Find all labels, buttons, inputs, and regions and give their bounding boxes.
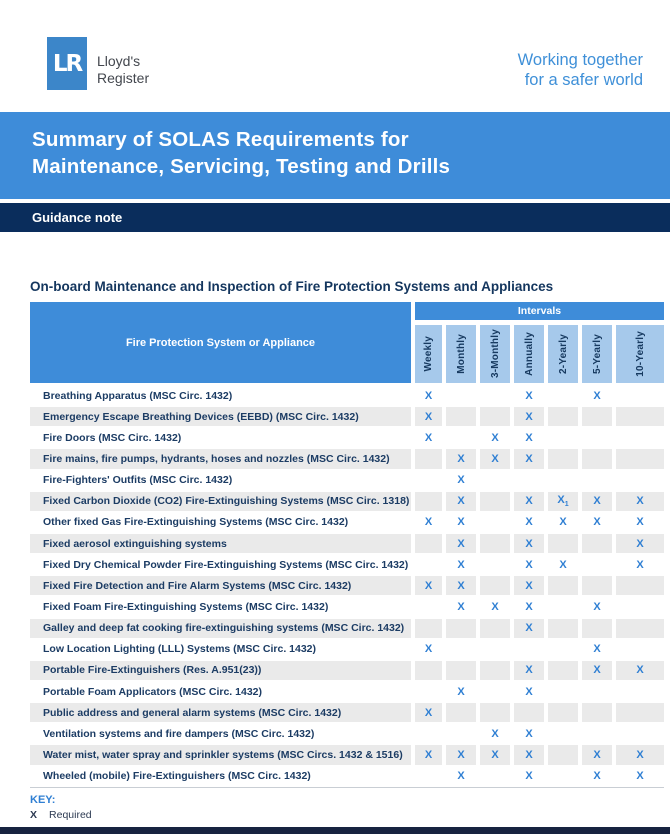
interval-mark-cell — [514, 661, 544, 680]
interval-mark-cell — [446, 597, 476, 616]
interval-mark-cell — [415, 576, 442, 595]
interval-cell — [582, 682, 612, 701]
interval-mark-cell — [446, 682, 476, 701]
interval-cell — [548, 703, 578, 722]
table-row — [30, 512, 664, 533]
column-header-10-yearly — [616, 325, 664, 383]
interval-mark-cell — [415, 513, 442, 532]
row-header-cell: Fire Protection System or Appliance — [30, 302, 411, 383]
interval-mark-cell — [446, 576, 476, 595]
brand-tagline — [518, 50, 643, 90]
required-mark: X — [457, 748, 465, 761]
interval-cell — [548, 471, 578, 490]
interval-mark-cell — [514, 428, 544, 447]
section-title: On-board Maintenance and Inspection of Fire Protection Systems and Appliances — [30, 279, 554, 294]
interval-mark-cell — [446, 745, 476, 764]
interval-cell — [616, 619, 664, 638]
row-label: Fixed Foam Fire-Extinguishing Systems (MSC Circ. 1432) — [43, 600, 329, 613]
interval-cells — [415, 724, 664, 743]
key-description: Required — [49, 809, 92, 821]
interval-mark-cell — [415, 407, 442, 426]
interval-mark-cell — [582, 513, 612, 532]
interval-cell — [616, 407, 664, 426]
table-row — [30, 385, 664, 406]
required-mark: X — [457, 474, 465, 487]
interval-cell — [616, 449, 664, 468]
required-mark: X — [457, 579, 465, 592]
interval-cells — [415, 534, 664, 553]
required-mark: X — [525, 410, 533, 423]
interval-cell — [446, 724, 476, 743]
column-header-label: Weekly — [423, 336, 434, 372]
interval-mark-cell — [480, 428, 510, 447]
row-label: Portable Foam Applicators (MSC Circ. 1432) — [43, 685, 262, 698]
interval-cell — [616, 386, 664, 405]
interval-cell — [548, 661, 578, 680]
interval-cells — [415, 407, 664, 426]
row-label: Breathing Apparatus (MSC Circ. 1432) — [43, 389, 233, 402]
row-label: Other fixed Gas Fire-Extinguishing Systems (MSC Circ. 1432) — [43, 516, 349, 529]
required-mark: X — [636, 537, 644, 550]
row-label: Fixed Fire Detection and Fire Alarm Systems (MSC Circ. 1432) — [30, 576, 411, 595]
required-mark: X — [636, 516, 644, 529]
interval-cell — [446, 703, 476, 722]
column-header-label: 10-Yearly — [634, 331, 646, 377]
required-mark: X — [593, 664, 601, 677]
interval-cell — [480, 767, 510, 786]
required-mark: X — [593, 516, 601, 529]
required-mark: X — [593, 495, 601, 508]
interval-mark-cell — [514, 576, 544, 595]
interval-mark-cell — [514, 386, 544, 405]
required-mark: X — [525, 452, 533, 465]
interval-mark-cell — [582, 386, 612, 405]
interval-cell — [582, 724, 612, 743]
required-mark: X — [525, 748, 533, 761]
interval-cell — [480, 534, 510, 553]
required-mark: X — [636, 495, 644, 508]
interval-mark-cell — [480, 724, 510, 743]
title-banner — [0, 112, 670, 199]
interval-cell — [480, 619, 510, 638]
interval-mark-cell — [514, 492, 544, 511]
interval-mark-cell — [616, 492, 664, 511]
interval-cell — [616, 576, 664, 595]
table-row — [30, 681, 664, 702]
interval-cells — [415, 576, 664, 595]
interval-mark-cell — [514, 597, 544, 616]
interval-mark-cell — [446, 471, 476, 490]
brand-name-line1: Lloyd's — [97, 53, 141, 69]
interval-cell — [415, 534, 442, 553]
guidance-note-bar — [0, 203, 670, 232]
required-mark: X — [593, 748, 601, 761]
interval-cell — [548, 386, 578, 405]
required-mark: X — [457, 537, 465, 550]
column-header-label: 2-Yearly — [557, 334, 569, 374]
required-mark: X — [525, 664, 533, 677]
required-mark: X — [525, 770, 533, 783]
interval-cell — [548, 449, 578, 468]
intervals-header-group — [415, 302, 664, 383]
required-mark: X — [525, 431, 533, 444]
interval-mark-cell — [415, 428, 442, 447]
required-mark: X — [636, 748, 644, 761]
interval-cell — [582, 576, 612, 595]
required-mark: $X_1$ — [557, 494, 569, 509]
column-header-weekly — [415, 325, 442, 383]
interval-mark-cell — [415, 386, 442, 405]
row-label: Fire Doors (MSC Circ. 1432) — [43, 431, 182, 444]
interval-cell — [548, 640, 578, 659]
interval-cell — [548, 576, 578, 595]
interval-mark-cell — [514, 767, 544, 786]
interval-mark-cell — [514, 555, 544, 574]
document-title-line2: Maintenance, Servicing, Testing and Drills — [32, 155, 451, 178]
required-mark: X — [559, 516, 567, 529]
table-row — [30, 660, 664, 681]
interval-mark-cell — [616, 767, 664, 786]
required-mark: X — [593, 770, 601, 783]
document-title-line1: Summary of SOLAS Requirements for — [32, 128, 409, 151]
interval-mark-cell — [616, 745, 664, 764]
required-mark: X — [593, 600, 601, 613]
interval-cell — [415, 597, 442, 616]
table-row — [30, 723, 664, 744]
interval-mark-cell — [446, 767, 476, 786]
column-header-5-yearly — [582, 325, 612, 383]
interval-cell — [616, 428, 664, 447]
required-mark: X — [424, 579, 433, 592]
required-mark: X — [559, 558, 567, 571]
interval-cell — [616, 724, 664, 743]
required-mark: X — [525, 622, 533, 635]
required-mark: X — [424, 516, 433, 529]
interval-mark-cell — [446, 534, 476, 553]
guidance-note-label: Guidance note — [32, 210, 123, 225]
interval-mark-cell — [582, 661, 612, 680]
column-header-3-monthly — [480, 325, 510, 383]
interval-cells — [415, 513, 664, 532]
footer-bar — [0, 827, 670, 834]
table-row — [30, 702, 664, 723]
interval-mark-cell — [514, 619, 544, 638]
required-mark: X — [525, 579, 533, 592]
interval-cell — [480, 492, 510, 511]
table-row — [30, 766, 664, 787]
tagline-line2: for a safer world — [524, 71, 643, 89]
interval-cell — [514, 703, 544, 722]
table-row — [30, 470, 664, 491]
required-mark: X — [525, 558, 533, 571]
row-label: Wheeled (mobile) Fire-Extinguishers (MSC Circ. 1432) — [43, 770, 311, 783]
required-mark: X — [424, 706, 433, 719]
interval-cell — [415, 619, 442, 638]
interval-mark-cell — [616, 513, 664, 532]
interval-cell — [548, 597, 578, 616]
interval-cell — [548, 767, 578, 786]
interval-cell — [415, 661, 442, 680]
row-label: Water mist, water spray and sprinkler systems (MSC Circs. 1432 & 1516) — [30, 745, 411, 764]
brand-name-line2: Register — [97, 70, 150, 86]
interval-mark-cell — [548, 513, 578, 532]
interval-mark-cell — [415, 703, 442, 722]
interval-cell — [480, 513, 510, 532]
interval-cells — [415, 597, 664, 616]
table-row — [30, 575, 664, 596]
interval-cell — [480, 682, 510, 701]
interval-mark-cell — [446, 492, 476, 511]
interval-cell — [582, 471, 612, 490]
column-header-label: Annually — [523, 332, 535, 376]
interval-cell — [415, 682, 442, 701]
interval-mark-cell — [616, 661, 664, 680]
key-section — [30, 794, 92, 821]
interval-mark-cell — [446, 449, 476, 468]
table-body — [30, 385, 664, 788]
interval-mark-cell — [415, 640, 442, 659]
required-mark: X — [525, 495, 533, 508]
interval-cell — [446, 640, 476, 659]
interval-cell — [415, 471, 442, 490]
interval-cell — [616, 640, 664, 659]
interval-mark-cell — [582, 640, 612, 659]
interval-cell — [446, 619, 476, 638]
interval-cell — [616, 471, 664, 490]
interval-cell — [480, 661, 510, 680]
interval-mark-cell — [582, 597, 612, 616]
interval-cell — [446, 428, 476, 447]
interval-mark-cell — [480, 597, 510, 616]
row-label: Fire mains, fire pumps, hydrants, hoses and nozzles (MSC Circ. 1432) — [30, 449, 411, 468]
column-header-label: Monthly — [455, 334, 467, 374]
interval-cell — [514, 471, 544, 490]
brand-name — [97, 53, 149, 87]
required-mark: X — [525, 389, 533, 402]
interval-cell — [415, 724, 442, 743]
maintenance-table — [30, 302, 664, 788]
interval-mark-cell — [480, 449, 510, 468]
interval-cell — [415, 449, 442, 468]
table-row — [30, 491, 664, 512]
interval-mark-cell — [514, 682, 544, 701]
required-mark: X — [457, 495, 465, 508]
interval-cell — [548, 619, 578, 638]
required-mark: X — [457, 516, 465, 529]
table-row — [30, 744, 664, 765]
interval-cell — [616, 703, 664, 722]
interval-cell — [415, 492, 442, 511]
interval-mark-cell — [616, 534, 664, 553]
interval-mark-cell — [514, 407, 544, 426]
column-header-label: 3-Monthly — [489, 329, 501, 379]
lr-monogram-icon: LR — [52, 50, 82, 77]
interval-cells — [415, 492, 664, 511]
interval-cell — [548, 724, 578, 743]
interval-mark-cell — [446, 513, 476, 532]
interval-cells — [415, 555, 664, 574]
interval-cell — [548, 534, 578, 553]
required-mark: X — [424, 748, 433, 761]
interval-mark-cell — [582, 745, 612, 764]
interval-cell — [480, 576, 510, 595]
interval-mark-cell — [514, 449, 544, 468]
interval-cell — [582, 703, 612, 722]
table-header — [30, 302, 664, 383]
required-mark: X — [424, 410, 433, 423]
interval-cell — [616, 682, 664, 701]
required-mark: X — [636, 664, 644, 677]
column-header-annually — [514, 325, 544, 383]
table-row — [30, 427, 664, 448]
interval-cells — [415, 449, 664, 468]
table-row — [30, 618, 664, 639]
required-mark: X — [525, 727, 533, 740]
interval-cell — [480, 703, 510, 722]
interval-mark-cell — [582, 767, 612, 786]
table-row — [30, 554, 664, 575]
required-mark: X — [636, 770, 644, 783]
key-row — [30, 809, 92, 821]
interval-cells — [415, 640, 664, 659]
interval-cell — [480, 386, 510, 405]
row-label: Fixed Carbon Dioxide (CO2) Fire-Extinguishing Systems (MSC Circ. 1318) — [30, 492, 411, 511]
interval-cell — [446, 386, 476, 405]
required-mark: X — [491, 748, 499, 761]
table-row — [30, 406, 664, 427]
required-mark: X — [525, 600, 533, 613]
interval-cell — [582, 407, 612, 426]
required-mark: X — [593, 389, 601, 402]
interval-cells — [415, 703, 664, 722]
interval-cell — [582, 534, 612, 553]
interval-cells — [415, 386, 664, 405]
interval-cell — [480, 407, 510, 426]
interval-cell — [415, 555, 442, 574]
required-mark: X — [457, 452, 465, 465]
interval-cells — [415, 471, 664, 490]
required-mark: X — [525, 685, 533, 698]
interval-mark-cell — [514, 534, 544, 553]
interval-cells — [415, 619, 664, 638]
required-mark: X — [636, 558, 644, 571]
column-header-label: 5-Yearly — [591, 334, 603, 374]
interval-mark-cell — [514, 724, 544, 743]
required-mark: X — [457, 558, 465, 571]
tagline-line1: Working together — [517, 51, 643, 69]
row-label: Emergency Escape Breathing Devices (EEBD) (MSC Circ. 1432) — [30, 407, 411, 426]
required-mark: X — [491, 452, 499, 465]
interval-mark-cell — [616, 555, 664, 574]
interval-cell — [548, 407, 578, 426]
interval-mark-cell — [548, 555, 578, 574]
required-mark: X — [491, 600, 499, 613]
required-mark: X — [424, 431, 433, 444]
row-label: Galley and deep fat cooking fire-extinguishing systems (MSC Circ. 1432) — [30, 619, 411, 638]
row-label: Portable Fire-Extinguishers (Res. A.951(23)) — [30, 661, 411, 680]
interval-cell — [480, 555, 510, 574]
required-mark: X — [593, 643, 601, 656]
interval-column-headers — [415, 325, 664, 383]
interval-cell — [582, 555, 612, 574]
row-label: Fire-Fighters' Outfits (MSC Circ. 1432) — [43, 474, 233, 487]
key-title: KEY: — [30, 794, 56, 806]
interval-cell — [548, 682, 578, 701]
interval-cell — [582, 428, 612, 447]
interval-mark-cell — [480, 745, 510, 764]
required-mark: X — [491, 431, 499, 444]
interval-cell — [548, 745, 578, 764]
interval-mark-cell — [582, 492, 612, 511]
interval-cell — [616, 597, 664, 616]
interval-mark-cell — [415, 745, 442, 764]
table-row — [30, 639, 664, 660]
row-label: Low Location Lighting (LLL) Systems (MSC Circ. 1432) — [43, 643, 317, 656]
required-mark: X — [457, 685, 465, 698]
required-mark: X — [525, 516, 533, 529]
table-row — [30, 533, 664, 554]
interval-cell — [480, 471, 510, 490]
interval-cell — [514, 640, 544, 659]
required-mark: X — [491, 727, 499, 740]
interval-cell — [548, 428, 578, 447]
interval-cell — [415, 767, 442, 786]
required-mark: X — [525, 537, 533, 550]
key-symbol: X — [30, 809, 38, 821]
interval-cell — [446, 661, 476, 680]
interval-cell — [480, 640, 510, 659]
interval-cell — [582, 619, 612, 638]
intervals-header: Intervals — [415, 302, 664, 320]
row-label: Fixed Dry Chemical Powder Fire-Extinguishing Systems (MSC Circ. 1432) — [43, 558, 409, 571]
interval-mark-cell — [514, 513, 544, 532]
interval-mark-cell — [548, 492, 578, 511]
table-row — [30, 448, 664, 469]
interval-cells — [415, 428, 664, 447]
row-label: Fixed aerosol extinguishing systems — [30, 534, 411, 553]
interval-cell — [582, 449, 612, 468]
interval-mark-cell — [514, 745, 544, 764]
interval-cell — [446, 407, 476, 426]
required-mark: X — [424, 389, 433, 402]
table-row — [30, 596, 664, 617]
interval-cells — [415, 745, 664, 764]
interval-mark-cell — [446, 555, 476, 574]
required-mark: X — [457, 770, 465, 783]
column-header-2-yearly — [548, 325, 578, 383]
required-mark: X — [424, 643, 433, 656]
row-label: Public address and general alarm systems (MSC Circ. 1432) — [30, 703, 411, 722]
row-label: Ventilation systems and fire dampers (MSC Circ. 1432) — [43, 727, 315, 740]
required-mark: X — [457, 600, 465, 613]
column-header-monthly — [446, 325, 476, 383]
interval-cells — [415, 661, 664, 680]
lloyds-register-logo — [47, 37, 87, 90]
interval-cells — [415, 767, 664, 786]
interval-cells — [415, 682, 664, 701]
